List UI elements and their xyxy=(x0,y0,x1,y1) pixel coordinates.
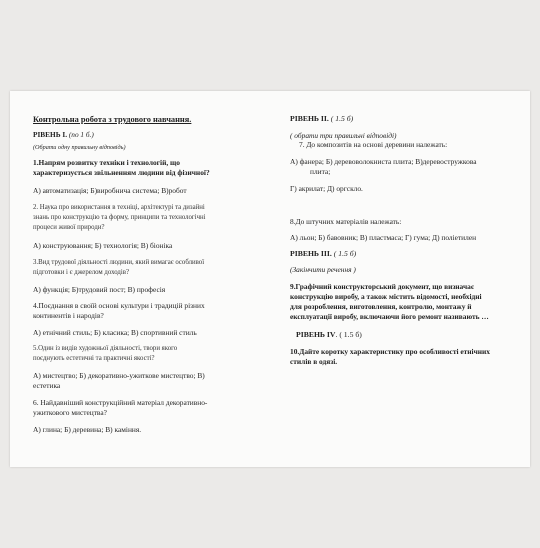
level-3-heading xyxy=(290,249,356,258)
question-6-answers: А) глина; Б) деревина; В) каміння. xyxy=(33,425,142,434)
question-3-answers: А) функція; Б)трудовий пост; В) професія xyxy=(33,285,166,294)
question-8-line-1: 8.До штучних матеріалів належать: xyxy=(290,217,402,226)
level-3-label: РІВЕНЬ ІІІ. xyxy=(290,249,332,258)
level-3-points: ( 1.5 б) xyxy=(333,249,357,258)
level-1-heading xyxy=(33,130,94,139)
question-10-line-1: 10.Дайте коротку характеристику про особливості етнічних xyxy=(290,347,490,356)
question-2-line-1: 2. Наука про використання в техніці, архітектурі та дизайні xyxy=(33,204,205,211)
level-4-label: РІВЕНЬ ІV xyxy=(296,330,336,339)
question-9-line-3: для розроблення, виготовлення, контролю, монтажу й xyxy=(290,302,472,311)
level-4-heading xyxy=(296,330,362,339)
level-2-note: ( обрати три правильні відповіді) xyxy=(290,131,397,140)
question-8-answers: А) льон; Б) бавовник; В) пластмаса; Г) гума; Д) поліетилен xyxy=(290,233,477,242)
question-5-answers-line-2: естетика xyxy=(33,381,61,390)
test-sheet xyxy=(10,91,530,467)
question-2-line-3: процеси живої природи? xyxy=(33,224,105,231)
level-1-points: (по 1 б.) xyxy=(68,130,94,139)
level-2-label: РІВЕНЬ ІІ. xyxy=(290,114,329,123)
level-3-note: (Закінчити речення ) xyxy=(290,265,356,274)
question-6-line-1: 6. Найдавніший конструкційний матеріал декоративно- xyxy=(33,398,208,407)
question-7-answers-line-2: плита; xyxy=(310,167,331,176)
question-4-line-1: 4.Поєднання в своїй основі культури і традицій різних xyxy=(33,301,205,310)
question-5-answers-line-1: А) мистецтво; Б) декоративно-ужиткове мистецтво; В) xyxy=(33,371,205,380)
question-1-line-2: характеризується звільненням людини від фізичної? xyxy=(33,168,210,177)
question-3-line-1: 3.Вид трудової діяльності людини, який вимагає особливої xyxy=(33,259,205,266)
question-9-line-1: 9.Графічний конструкторський документ, що визначає xyxy=(290,282,475,291)
question-5-line-1: 5.Один із видів художньої діяльності, твори якого xyxy=(33,345,178,352)
question-2-line-2: знань про конструкцію та форму, принципи та технологічні xyxy=(33,214,206,221)
level-1-note: (Обрати одну правильну відповідь) xyxy=(33,144,126,151)
question-7-answers-line-3: Г) акрилат; Д) оргскло. xyxy=(290,184,363,193)
question-1-answers: А) автоматизація; Б)виробнича система; В)робот xyxy=(33,186,187,195)
question-2-answers: А) конструювання; Б) технологія; В) біоніка xyxy=(33,241,173,250)
level-1-label: РІВЕНЬ І. xyxy=(33,130,68,139)
question-6-line-2: ужиткового мистецтва? xyxy=(33,408,107,417)
question-4-answers: А) етнічний стиль; Б) класика; В) спортивний стиль xyxy=(33,328,197,337)
question-10-line-2: стилів в одязі. xyxy=(290,357,338,366)
question-9-line-2: конструкцію виробу, а також містить відомості, необхідні xyxy=(290,292,482,301)
test-title: Контрольна робота з трудового навчання. xyxy=(33,115,192,124)
question-9-line-4: експлуатації виробу, включаючи його ремонт називають … xyxy=(290,312,489,321)
question-5-line-2: поєднують естетичні та практичні якості? xyxy=(33,355,155,362)
level-2-heading xyxy=(290,114,353,123)
question-4-line-2: континентів і народів? xyxy=(33,311,104,320)
level-2-points: ( 1.5 б) xyxy=(330,114,354,123)
question-3-line-2: підготовки і є джерелом доходів? xyxy=(33,269,130,276)
question-7-answers-line-1: А) фанера; Б) деревоволокниста плита; В)деревостружкова xyxy=(290,157,477,166)
level-4-points: . ( 1.5 б) xyxy=(335,330,362,339)
question-1-line-1: 1.Напрям розвитку техніки і технологій, що xyxy=(33,158,180,167)
question-7-line-1: 7. До композитів на основі деревини належать: xyxy=(299,140,448,149)
